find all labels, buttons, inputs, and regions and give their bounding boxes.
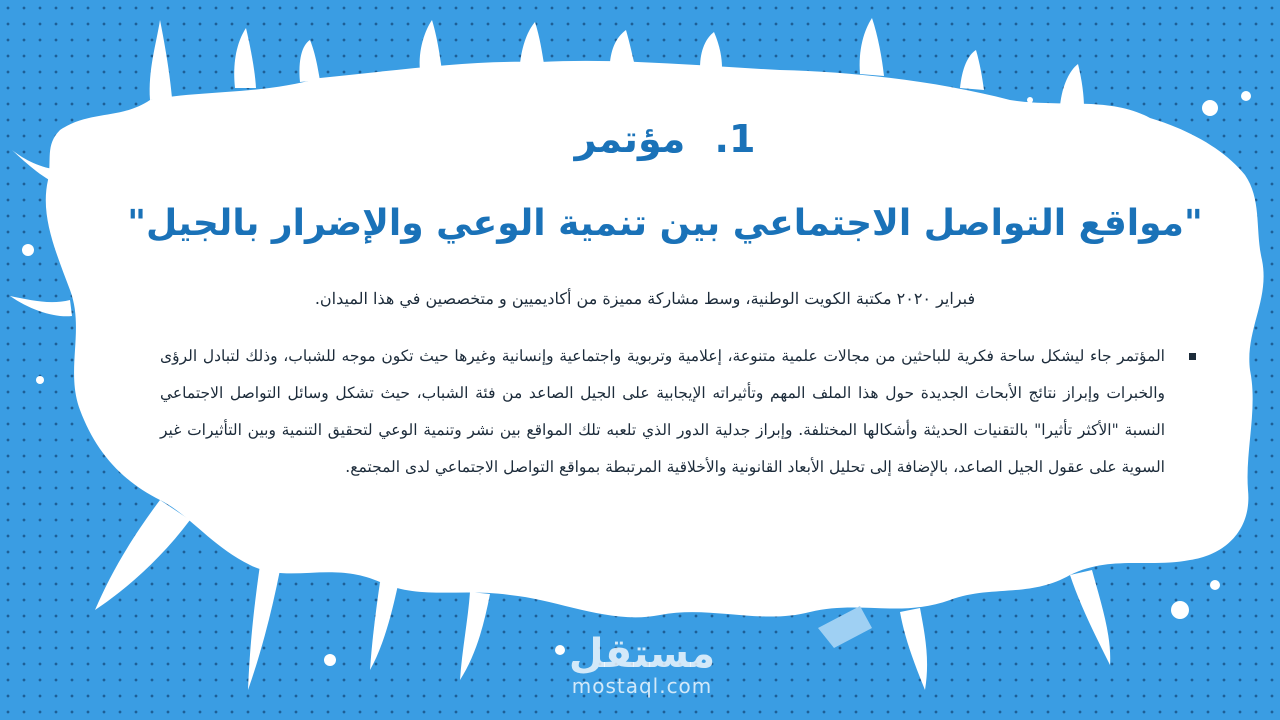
mostaql-watermark bbox=[562, 632, 722, 696]
conference-headline: "مواقع التواصل الاجتماعي بين تنمية الوعي والإضرار بالجيل" bbox=[127, 203, 1203, 244]
watermark-latin: mostaql.com bbox=[571, 674, 713, 698]
section-title bbox=[120, 117, 1210, 161]
date-venue-line: فبراير ٢٠٢٠ مكتبة الكويت الوطنية، وسط مشاركة مميزة من أكاديميين و متخصصين في هذا الميدان. bbox=[314, 289, 976, 308]
description-bullet bbox=[120, 338, 1210, 486]
square-bullet-icon bbox=[1189, 353, 1196, 360]
description-text: المؤتمر جاء ليشكل ساحة فكرية للباحثين من مجالات علمية متنوعة، إعلامية وتربوية واجتماعية وإنسانية وغيرها حيث تكون موجه للشباب، وذلك لتبادل الرؤى والخبرات وإبراز نتائج الأبحاث الجديدة حول هذا الملف المهم وتأثيراته الإيجابية على الجيل الصاعد من فئة الشباب، حيث تشكل وسائل التواصل الاجتماعي النسبة "الأكثر تأثيرا" بالتقنيات الحديثة وأشكالها المختلفة. وإبراز جدلية الدور الذي تلعبه تلك المواقع بين نشر وتنمية الوعي لتحقيق التنمية وبين التأثيرات غير السوية على عقول الجيل الصاعد، بالإضافة إلى تحليل الأبعاد القانونية والأخلاقية المرتبطة بمواقع التواصل الاجتماعي لدى المجتمع. bbox=[160, 347, 1165, 476]
section-label: مؤتمر bbox=[574, 117, 686, 161]
slide-content bbox=[120, 95, 1210, 486]
watermark-arabic: مستقل bbox=[568, 631, 716, 677]
section-number: 1. bbox=[714, 117, 756, 161]
